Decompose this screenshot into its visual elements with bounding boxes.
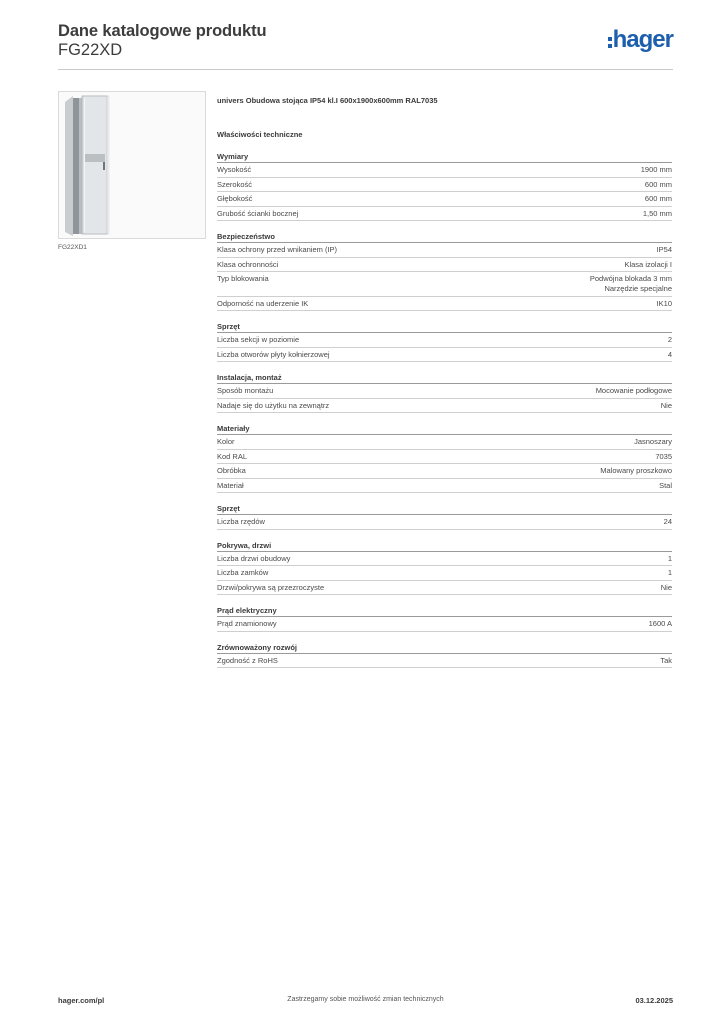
property-section [217,540,672,596]
page-header [58,22,673,70]
footer-site-link[interactable]: hager.com/pl [58,996,105,1005]
property-row [217,450,672,465]
property-row [217,399,672,414]
properties-sections [217,151,672,668]
section-title: Zrównoważony rozwój [217,642,672,654]
property-section [217,605,672,632]
property-value [590,274,672,294]
product-image [58,91,206,239]
property-value-line: Podwójna blokada 3 mm [589,274,672,283]
property-section [217,321,672,362]
property-label: Drzwi/pokrywa są przezroczyste [217,582,325,592]
property-value-line: 2 [667,335,672,344]
property-value [668,335,672,345]
property-row [217,552,672,567]
property-section [217,151,672,221]
property-value [659,481,672,491]
property-value [655,452,672,462]
property-label: Nadaje się do użytku na zewnątrz [217,400,330,410]
property-row [217,192,672,207]
property-value-line: IK10 [656,298,672,308]
property-value [664,517,672,527]
property-section [217,642,672,669]
property-label: Kod RAL [217,451,248,461]
property-value [596,386,672,396]
property-value [641,165,672,175]
property-value [661,401,672,411]
property-value-line: 1900 mm [640,165,672,174]
property-value-line: 600 mm [644,194,672,203]
property-row [217,163,672,178]
property-section [217,423,672,493]
property-value-line: Stal [659,480,672,490]
section-title: Materiały [217,423,672,435]
property-value [668,568,672,578]
property-value [624,260,672,270]
section-title: Prąd elektryczny [217,605,672,617]
property-label: Zgodność z RoHS [217,655,278,665]
section-title: Pokrywa, drzwi [217,540,672,552]
property-label: Materiał [217,480,244,490]
property-row [217,384,672,399]
property-label: Głębokość [217,194,253,203]
property-label: Liczba rzędów [217,517,265,526]
property-row [217,348,672,363]
property-value [649,619,672,629]
property-section [217,503,672,530]
property-value-line: 1 [667,568,672,577]
property-label: Liczba otworów płyty kołnierzowej [217,349,330,359]
property-value-line: Nie [660,582,672,592]
product-details [217,96,672,678]
product-name: univers Obudowa stojąca IP54 kl.I 600x1900x600mm RAL7035 [217,96,438,105]
property-row [217,654,672,669]
property-row [217,515,672,530]
property-label: Klasa ochronności [217,259,279,269]
property-row [217,566,672,581]
property-value [668,554,672,564]
property-value-line: IP54 [656,245,672,254]
property-value-line: 1600 A [648,619,672,628]
property-row [217,258,672,273]
property-value-line: Mocowanie podłogowe [595,386,672,395]
enclosure-cabinet-icon [59,92,205,238]
property-label: Grubość ścianki bocznej [217,208,299,218]
property-value-line: 1 [667,553,672,563]
property-label: Sposób montażu [217,386,274,395]
property-value [600,466,672,476]
property-label: Obróbka [217,466,246,475]
property-value [668,350,672,360]
image-caption: FG22XD1 [58,244,87,251]
property-value [645,194,672,204]
logo-dots-icon [608,37,612,48]
property-value-line: Malowany proszkowo [600,466,672,475]
property-label: Klasa ochrony przed wnikaniem (IP) [217,245,338,254]
property-section [217,372,672,413]
property-value-line: 4 [667,349,672,359]
property-row [217,435,672,450]
property-value [634,437,672,447]
property-value-line: 24 [663,517,672,526]
property-row [217,464,672,479]
page-footer [58,996,673,1008]
property-value-line: Tak [660,655,672,665]
property-label: Odporność na uderzenie IK [217,298,309,308]
footer-date: 03.12.2025 [635,996,673,1005]
section-title: Sprzęt [217,503,672,515]
property-section [217,231,672,311]
property-value [657,245,672,255]
section-title: Bezpieczeństwo [217,231,672,243]
property-row [217,207,672,222]
section-title: Instalacja, montaż [217,372,672,384]
property-row [217,333,672,348]
property-label: Liczba sekcji w poziomie [217,335,300,344]
property-label: Typ blokowania [217,274,269,283]
property-value-line: 600 mm [644,179,672,189]
property-label: Wysokość [217,165,252,174]
property-value [643,209,672,219]
property-value-line: Klasa izolacji I [624,259,672,269]
property-row [217,243,672,258]
hager-logo[interactable] [608,28,673,52]
property-row [217,297,672,312]
property-value [661,583,672,593]
section-title: Wymiary [217,151,672,163]
property-label: Szerokość [217,179,253,189]
property-row [217,272,672,297]
property-value-line: 1,50 mm [642,208,672,218]
property-label: Prąd znamionowy [217,619,277,628]
logo-text: hager [612,26,673,53]
property-label: Liczba drzwi obudowy [217,553,291,563]
property-value-line: 7035 [655,451,672,461]
property-value-line: Nie [660,400,672,410]
property-row [217,479,672,494]
footer-note: Zastrzegamy sobie możliwość zmian technicznych [287,996,444,1003]
property-value [645,180,672,190]
document-title: Dane katalogowe produktu [58,22,267,40]
property-row [217,617,672,632]
property-value [660,656,672,666]
property-label: Kolor [217,437,235,446]
product-code: FG22XD [58,41,123,59]
property-label: Liczba zamków [217,568,269,577]
properties-heading: Właściwości techniczne [217,130,303,139]
property-row [217,178,672,193]
property-value-line: Narzędzie specjalne [604,284,672,293]
property-row [217,581,672,596]
property-value-line: Jasnoszary [634,437,672,446]
section-title: Sprzęt [217,321,672,333]
property-value [657,299,672,309]
